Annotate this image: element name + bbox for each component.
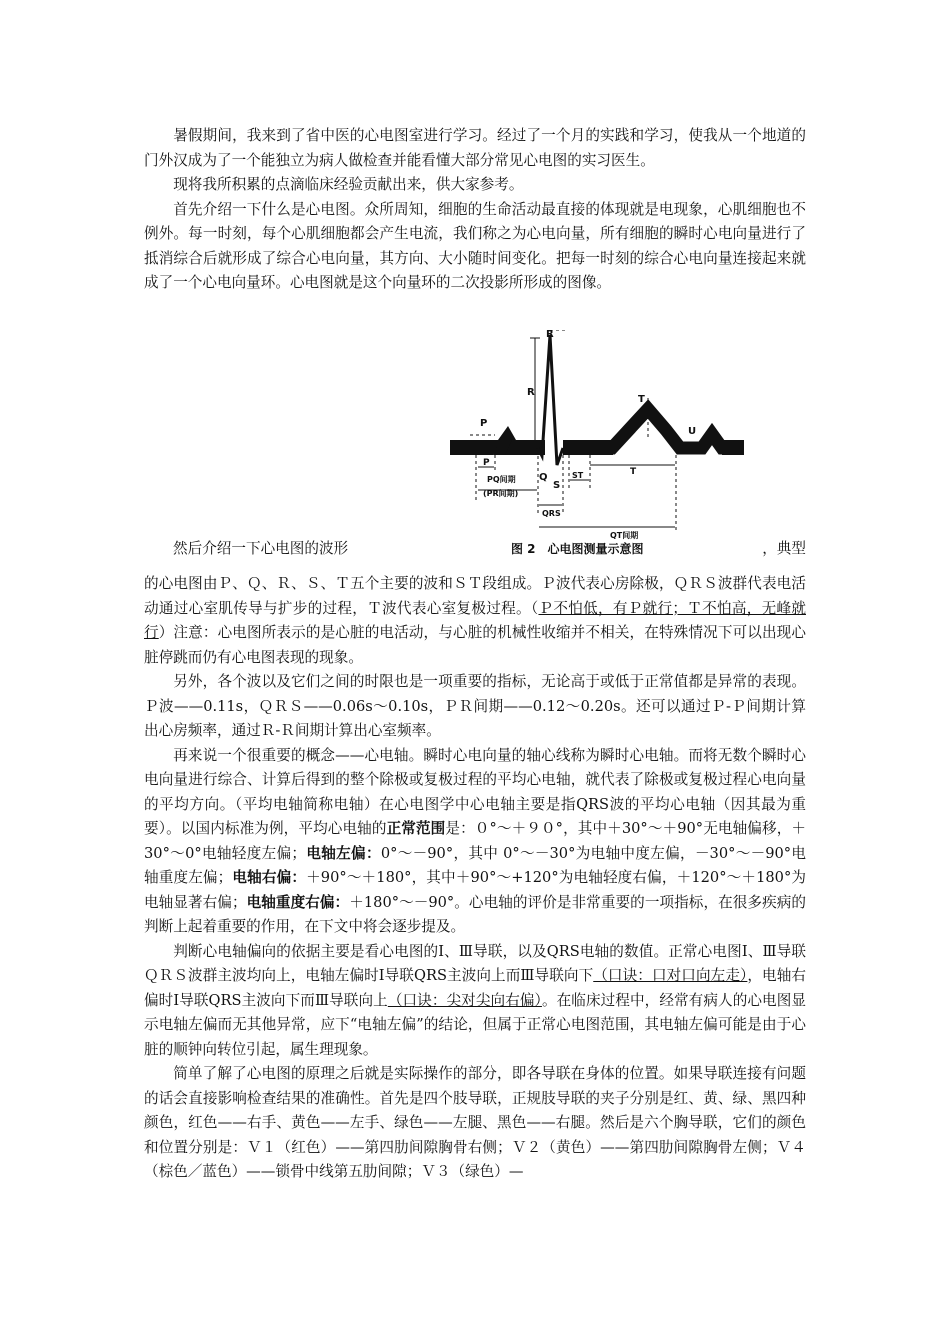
p-label: P [480,418,488,429]
qrs-interval-label: QRS [542,509,561,518]
body-section [144,572,806,1185]
mnemonic-text: Ｐ不怕低，有Ｐ就行；Ｔ不怕高，无峰就行 [144,599,806,641]
s-label: S [553,480,561,491]
interval-paragraph: 另外，各个波以及它们之间的时限也是一项重要的指标，无论高于或低于正常值都是异常的表现。Ｐ波——0.11s，ＱＲＳ——0.06s～0.10s，ＰＲ间期——0.12～0.20s。还可以通过Ｐ-Ｐ间期计算出心房频率，通过Ｒ-Ｒ间期计算出心室频率。 [144,673,806,739]
qrs-complex [538,335,563,465]
pr-interval-label: (PR间期) [483,489,519,498]
r-amplitude-label: R [527,387,535,398]
caption-tail-text: ，典型 [762,540,806,557]
qt-interval-label: QT间期 [610,531,639,540]
t-label: T [638,394,645,405]
caption-lead-text: 然后介绍一下心电图的波形 [173,540,349,557]
pq-interval-label: PQ间期 [487,475,516,484]
q-label: Q [539,472,548,483]
t-wave [563,409,744,448]
p-interval-label: P [483,458,490,468]
intro-paragraph-1: 暑假期间，我来到了省中医的心电图室进行学习。经过了一个月的实践和学习，使我从一个地道的门外汉成为了一个能独立为病人做检查并能看懂大部分常见心电图的实习医生。 [144,127,806,169]
figure-caption-line [144,536,806,562]
r-label: R [546,330,554,340]
axis-judgement-paragraph: 判断心电轴偏向的依据主要是看心电图的Ⅰ、Ⅲ导联，以及QRS电轴的数值。正常心电图Ⅰ、Ⅲ导联ＱＲＳ波群主波均向上，电轴左偏时Ⅰ导联QRS主波向上而Ⅲ导联向下（口诀：口对口向左走），电轴右偏时Ⅰ导联QRS主波向下而Ⅲ导联向上（口诀：尖对尖向右偏）。在临床过程中，经常有病人的心电图显示电轴左偏而无其他异常，应下“电轴左偏”的结论，但属于正常心电图范围，其电轴左偏可能是由于心脏的顺钟向转位引起，属生理现象。 [144,942,806,1058]
intro-paragraph-2: 现将我所积累的点滴临床经验贡献出来，供大家参考。 [173,176,524,193]
leads-paragraph: 简单了解了心电图的原理之后就是实际操作的部分，即各导联在身体的位置。如果导联连接有问题的话会直接影响检查结果的准确性。首先是四个肢导联，正规肢导联的夹子分别是红、黄、绿、黑四种颜色，红色——右手、黄色——左手、绿色——左腿、黑色——右腿。然后是六个胸导联，它们的颜色和位置分别是：Ｖ１（红色）——第四肋间隙胸骨右侧；Ｖ２（黄色）——第四肋间隙胸骨左侧；Ｖ４（棕色／蓝色）——锁骨中线第五肋间隙；Ｖ３（绿色）— [144,1065,806,1180]
u-label: U [688,426,697,437]
wave-paragraph: 的心电图由Ｐ、Ｑ、Ｒ、Ｓ、Ｔ五个主要的波和ＳＴ段组成。Ｐ波代表心房除极，ＱＲＳ波群代表电活动通过心室肌传导与扩步的过程，Ｔ波代表心室复极过程。（Ｐ不怕低，有Ｐ就行；Ｔ不怕高，无峰就行）注意：心电图所表示的是心脏的电活动，与心脏的机械性收缩并不相关，在特殊情况下可以出现心脏停跳而仍有心电图表现的现象。 [144,575,806,666]
intro-section [144,124,806,296]
p-wave [493,426,516,440]
st-segment-label: ST [572,471,584,480]
axis-paragraph: 再来说一个很重要的概念——心电轴。瞬时心电向量的轴心线称为瞬时心电轴。而将无数个瞬时心电向量进行综合、计算后得到的整个除极或复极过程的平均心电轴，就代表了除极或复极过程心电向量的平均方向。（平均电轴简称电轴）在心电图学中心电轴主要是指QRS波的平均心电轴（因其最为重要）。以国内标准为例，平均心电轴的正常范围是：０°～＋９０°，其中＋30°～＋90°无电轴偏移，＋30°～0°电轴轻度左偏；电轴左偏：0°～－90°，其中 0°～－30°为电轴中度左偏，－30°～－90°电轴重度左偏；电轴右偏：＋90°～＋180°，其中＋90°～+120°为电轴轻度右偏，＋120°～＋180°为电轴显著右偏；电轴重度右偏：＋180°～－90°。心电轴的评价是非常重要的一项指标，在很多疾病的判断上起着重要的作用，在下文中将会逐步提及。 [144,746,806,935]
intro-paragraph-3: 首先介绍一下什么是心电图。众所周知，细胞的生命活动最直接的体现就是电现象，心肌细胞也不例外。每一时刻，每个心肌细胞都会产生电流，我们称之为心电向量，所有细胞的瞬时心电向量进行了抵消综合后就形成了综合心电向量，其方向、大小随时间变化。把每一时刻的综合心电向量连接起来就成了一个心电向量环。心电图就是这个向量环的二次投影所形成的图像。 [144,200,806,291]
ecg-diagram [450,330,820,560]
figure-caption: 图 2 心电图测量示意图 [511,542,644,556]
t-interval-label: T [630,467,637,477]
